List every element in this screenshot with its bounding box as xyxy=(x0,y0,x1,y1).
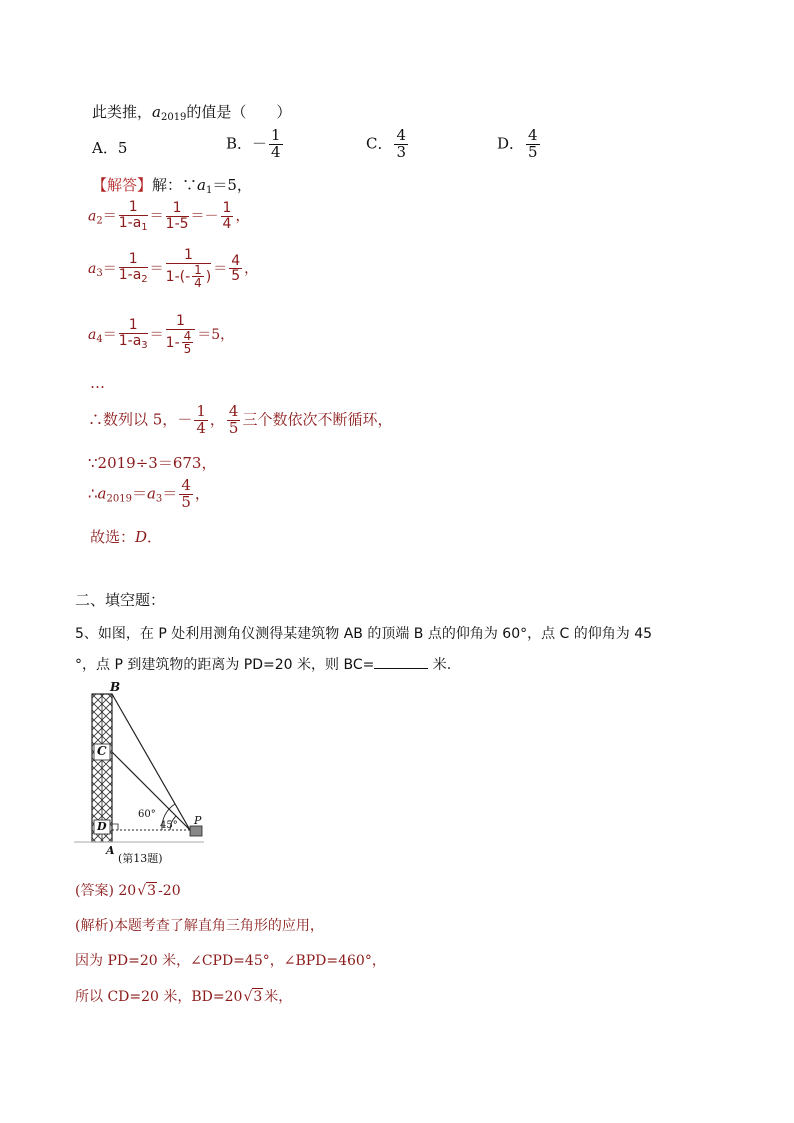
a3-n3: 4 xyxy=(231,252,241,269)
q5-line2-text: °，点 P 到建筑物的距离为 PD=20 米，则 BC= xyxy=(75,657,375,673)
analysis-tag: (解析) xyxy=(75,918,114,934)
label-c: C xyxy=(97,744,107,758)
label-d: D xyxy=(97,820,107,833)
line-a2 xyxy=(88,200,249,233)
option-a xyxy=(92,137,127,158)
a2-d3: 4 xyxy=(222,216,232,233)
a3-d1s: 2 xyxy=(141,274,148,286)
analysis-sqrt: √3 xyxy=(243,989,263,1005)
a2-var: a xyxy=(88,208,97,225)
choose-answer: D xyxy=(135,528,148,546)
result-den: 5 xyxy=(181,492,191,511)
choose-end: ． xyxy=(147,528,163,546)
a4-eq2: ＝ xyxy=(149,326,164,343)
a2-n3: 1 xyxy=(222,200,232,217)
a3-end: ， xyxy=(244,260,259,277)
a4-eq3: ＝5， xyxy=(197,326,235,343)
option-b xyxy=(226,128,285,161)
cycle-line xyxy=(88,404,392,437)
answer-sqrt: √3 xyxy=(137,883,157,899)
solution-intro: 解：∵ xyxy=(152,176,198,194)
a4-n1: 1 xyxy=(119,318,148,334)
result-line: $\therefore a_{2019}=a_3=$ $\frac{4}{5}$ ， xyxy=(88,476,210,511)
a4-d1: 1-a xyxy=(118,333,142,350)
a2-eq3: ＝－ xyxy=(190,208,219,225)
option-d xyxy=(497,128,542,161)
solution-header: 【解答】解：$\because a_1=5$， xyxy=(92,176,252,196)
option-c-label: C． xyxy=(366,134,393,153)
analysis-line1 xyxy=(75,915,324,935)
cycle-sign: － xyxy=(177,410,193,429)
figure xyxy=(70,680,210,870)
label-angle-60: 60° xyxy=(138,809,156,820)
result-eq1: ＝ xyxy=(131,484,147,503)
a2-d2: 1-5 xyxy=(165,216,189,233)
q5-line2-tail: 米. xyxy=(428,657,452,673)
choose-line xyxy=(90,526,162,547)
result-therefore: ∴ xyxy=(88,484,98,503)
answer-tail: -20 xyxy=(158,883,181,899)
q5-line1: 5、如图，在 P 处利用测角仪测得某建筑物 AB 的顶端 B 点的仰角为 60°，点 C 的仰角为 45 xyxy=(75,626,653,642)
figure-caption: (第13题) xyxy=(118,852,163,865)
line-a4 xyxy=(88,314,234,356)
a3-frac2 xyxy=(166,248,212,290)
a2-end: ， xyxy=(235,208,250,225)
a2-d1: 1-a xyxy=(118,214,142,231)
a3-inner-frac xyxy=(192,264,204,290)
question-stem xyxy=(92,101,291,123)
cycle-tail: 三个数依次不断循环， xyxy=(242,410,393,429)
a4-d2a: 1- xyxy=(165,334,180,351)
option-d-label: D． xyxy=(497,134,525,153)
a4-d1s: 3 xyxy=(141,340,148,352)
a4-frac2 xyxy=(166,314,196,356)
a3-frac3 xyxy=(229,254,242,284)
option-c-num: 4 xyxy=(396,126,407,144)
a3-d2n: 1 xyxy=(194,262,202,277)
a3-d1: 1-a xyxy=(118,267,142,284)
option-c xyxy=(366,128,410,161)
a2-frac2 xyxy=(166,201,189,231)
answer-radicand: 3 xyxy=(147,883,157,899)
a4-d2n: 4 xyxy=(183,328,192,343)
solution-a1-eq: ＝5， xyxy=(212,176,252,194)
a4-frac1 xyxy=(119,318,148,351)
result-num: 4 xyxy=(181,476,191,494)
analysis-radicand: 3 xyxy=(253,989,263,1005)
solution-tag: 【解答】 xyxy=(92,176,153,194)
choose-label: 故选： xyxy=(90,528,136,546)
division-line: ∵2019÷3＝673， xyxy=(88,454,217,472)
stem-intro: 此类推， xyxy=(92,103,153,121)
option-c-den: 3 xyxy=(396,142,407,161)
a3-n1: 1 xyxy=(119,252,148,268)
a4-sub: 4 xyxy=(96,333,103,345)
a3-sub: 3 xyxy=(96,267,103,279)
cycle-frac2 xyxy=(227,404,241,437)
result-sub1: 2019 xyxy=(106,493,132,505)
answer-coef: 20 xyxy=(118,883,137,899)
a2-n2: 1 xyxy=(166,201,189,217)
a4-n2: 1 xyxy=(166,314,196,330)
a3-var: a xyxy=(88,260,97,277)
a3-d2b: ) xyxy=(205,268,212,285)
a2-eq2: ＝ xyxy=(149,208,164,225)
a4-eq: ＝ xyxy=(102,326,117,343)
a4-d2d: 5 xyxy=(183,342,192,357)
q5-line2 xyxy=(75,654,451,674)
a3-eq3: ＝ xyxy=(213,260,228,277)
analysis-line3-text: 所以 CD=20 米，BD=20 xyxy=(75,989,243,1005)
answer-tag: (答案) xyxy=(75,883,114,899)
option-b-num: 1 xyxy=(271,126,281,144)
a3-d2d: 4 xyxy=(194,276,202,291)
ellipsis: … xyxy=(90,374,105,392)
option-c-frac xyxy=(394,128,408,161)
a3-eq2: ＝ xyxy=(149,260,164,277)
label-angle-45: 45° xyxy=(160,820,178,831)
stem-tail: 的值是（ ） xyxy=(186,103,292,121)
cycle-frac1 xyxy=(194,404,208,437)
section2-title: 二、填空题： xyxy=(75,591,166,609)
analysis-text: 本题考查了解直角三角形的应用， xyxy=(113,918,324,934)
a2-frac1 xyxy=(119,200,148,233)
a3-frac1 xyxy=(119,252,148,285)
analysis-line2: 因为 PD=20 米，∠CPD=45°，∠BPD=460°， xyxy=(75,953,386,969)
label-p: P xyxy=(194,814,202,827)
option-b-sign: － xyxy=(252,134,268,153)
label-b: B xyxy=(110,680,121,694)
a2-sub: 2 xyxy=(96,215,103,227)
option-a-label: A．5 xyxy=(92,139,128,157)
label-a: A xyxy=(106,844,115,857)
option-b-frac xyxy=(269,128,283,161)
result-eq2: ＝ xyxy=(162,484,178,503)
a2-d1s: 1 xyxy=(141,221,148,233)
option-b-den: 4 xyxy=(271,142,281,161)
cycle-n1: 1 xyxy=(196,402,206,420)
result-end: ， xyxy=(194,484,210,503)
analysis-line3 xyxy=(75,986,292,1006)
option-b-label: B． xyxy=(226,134,253,153)
a3-d2a: 1-(- xyxy=(165,268,191,285)
cycle-d2: 5 xyxy=(228,418,239,437)
a4-inner-frac xyxy=(182,330,194,356)
cycle-comma: ， xyxy=(209,410,225,429)
cycle-text: ∴数列以 5， xyxy=(88,410,178,429)
instrument-p xyxy=(190,826,202,836)
analysis-line3-tail: 米， xyxy=(264,989,293,1005)
a3-n2: 1 xyxy=(166,248,212,264)
a2-n1: 1 xyxy=(119,200,148,216)
line-a3 xyxy=(88,248,258,290)
cycle-d1: 4 xyxy=(196,418,206,437)
building-diagram xyxy=(70,680,210,870)
a3-d3: 5 xyxy=(231,268,241,285)
answer-line xyxy=(75,880,181,900)
answer-blank[interactable] xyxy=(374,656,428,669)
result-frac xyxy=(179,478,193,511)
cycle-n2: 4 xyxy=(228,402,239,420)
result-sub2: 3 xyxy=(155,493,163,505)
option-d-den: 5 xyxy=(528,142,538,161)
stem-sub: 2019 xyxy=(160,112,187,123)
a2-eq: ＝ xyxy=(102,208,117,225)
right-angle-mark xyxy=(112,824,118,830)
a3-eq: ＝ xyxy=(102,260,117,277)
option-d-frac xyxy=(526,128,540,161)
stem-var: a xyxy=(152,103,161,121)
a4-var: a xyxy=(88,326,97,343)
a2-frac3 xyxy=(221,201,234,231)
option-d-num: 4 xyxy=(528,126,538,144)
